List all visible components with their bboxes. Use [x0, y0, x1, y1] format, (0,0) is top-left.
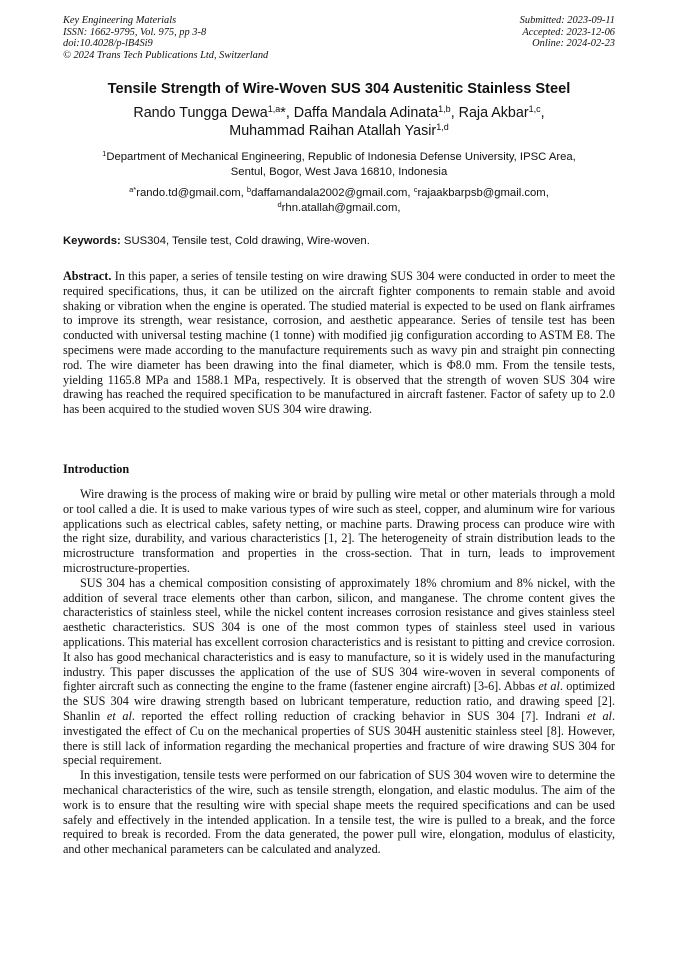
email-link[interactable]: daffamandala2002@gmail.com,: [251, 187, 414, 199]
et-al: et al: [106, 708, 132, 723]
author-sup: 1,d: [436, 122, 449, 132]
email-sup: a*: [129, 185, 137, 194]
issn: ISSN: 1662-9795, Vol. 975, pp 3-8: [63, 26, 207, 38]
paper-title: Tensile Strength of Wire-Woven SUS 304 Austenitic Stainless Steel: [107, 81, 571, 97]
online-date: Online: 2024-02-23: [532, 38, 615, 50]
email-link[interactable]: rando.td@gmail.com,: [136, 187, 247, 199]
keywords: [63, 234, 615, 248]
affiliation-sup: 1: [102, 149, 107, 158]
author-name: Raja Akbar: [458, 105, 529, 121]
author-sep: ,: [450, 105, 459, 121]
copyright: © 2024 Trans Tech Publications Ltd, Switzerland: [63, 49, 269, 61]
introduction-body: [63, 487, 615, 857]
email-list: [40, 186, 638, 215]
paragraph-text: SUS 304 has a chemical composition consisting of approximately 18% chromium and 8% nickel, with the addition of several trace elements other than carbon, silicon, and manganese. The chrome content gives the characteristics of stainless steel, while the nickel content increases corrosion resistance and gives stainless steel aesthetic characteristics. SUS 304 is one of the most common types of stainless steel used in various applications. This material has excellent corrosion characteristics and is resistant to pitting and crevice corrosion. It also has good mechanical characteristics and is easy to manufacture, so it is widely used in the manufacturing industry. This paper discusses the application of the use of SUS 304 wire-woven in several components of fighter aircraft such as connecting the engine to the frame (fastener engine aircraft) [3-6]. Abbas: [63, 575, 615, 694]
affiliation-line: Department of Mechanical Engineering, Republic of Indonesia Defense University, IPSC Area,: [106, 151, 576, 163]
email-sup: b: [246, 185, 252, 194]
abstract: [63, 269, 615, 417]
email-link[interactable]: rajaakbarpsb@gmail.com,: [417, 187, 549, 199]
author-name: Rando Tungga Dewa: [133, 105, 268, 121]
paragraph: Wire drawing is the process of making wire or braid by pulling wire metal or other materials through a mold or tool called a die. It is used to make various types of wire such as steel, copper, and aluminum wire for various applications such as electrical cables, safety netting, or machine parts. Drawing process can produce wire with the right size, durability, and various characteristics [1, 2]. The heterogeneity of strain distribution leads to the microstructure transformation and properties in the cross-section. That in turn, leads to improvement microstructure-properties.: [63, 487, 615, 575]
et-al: et al: [538, 679, 560, 694]
author-sep: ,: [540, 105, 545, 121]
dates-meta: [520, 15, 615, 50]
author-list: [40, 104, 638, 140]
keywords-text: SUS304, Tensile test, Cold drawing, Wire-woven.: [120, 235, 370, 247]
paragraph-text: . optimized the SUS 304 wire drawing strength based on lubricant temperature, reduction ratio, and drawing speed [2]. Shanlin: [63, 679, 615, 723]
author-sup: 1,c: [528, 104, 541, 114]
author-name: Muhammad Raihan Atallah Yasir: [229, 123, 437, 139]
keywords-label: Keywords:: [63, 235, 121, 247]
email-link[interactable]: rhn.atallah@gmail.com,: [281, 201, 401, 214]
et-al: et al: [587, 708, 612, 723]
submitted-date: Submitted: 2023-09-11: [519, 15, 615, 26]
author-sup: 1,b: [438, 104, 451, 114]
journal-name: Key Engineering Materials: [63, 15, 177, 26]
doi: doi:10.4028/p-lB4Si9: [63, 38, 153, 50]
author-name: Daffa Mandala Adinata: [293, 105, 439, 121]
abstract-label: Abstract.: [63, 269, 112, 283]
abstract-text: In this paper, a series of tensile testing on wire drawing SUS 304 were conducted in order to meet the required specifications, thus, it can be utilized on the aircraft fighter components to remain stable and avoid shaking or vibration when the engine is operated. The studied material is expected to be used on flank airframes to improve its strength, wear resistance, corrosion, and aesthetic appearance. Series of tensile test has been conducted with universal testing machine (1 tonne) with modified jig configuration according to ASTM E8. The specimens were made according to the manufacture requirements such as wavy pin and straight pin connecting rod. The wire diameter has been drawing into the final diameter, which is Φ8.0 mm. From the tensile tests, yielding 1165.8 MPa and 1588.1 MPa, respectively. It is observed that the strength of woven SUS 304 wire drawing has reached the required specification to be manufactured in aircraft fastener. Factor of safety up to 2.0 has been acquired to the studied woven SUS 304 wire drawing.: [63, 269, 615, 417]
section-heading-introduction: Introduction: [63, 462, 130, 476]
author-sup: 1,a: [267, 104, 281, 114]
email-sup: d: [277, 199, 282, 209]
paragraph: [63, 576, 615, 768]
affiliation-line: Sentul, Bogor, West Java 16810, Indonesia: [230, 165, 448, 178]
journal-meta: [63, 15, 268, 61]
paragraph-text: . investigated the effect of Cu on the mechanical properties of SUS 304H austenitic stainless steel [8]. However, there is still lack of information regarding the mechanical properties and fracture of wire drawing SUS 304 for special requirement.: [63, 708, 615, 768]
accepted-date: Accepted: 2023-12-06: [522, 26, 615, 38]
email-sup: c: [413, 185, 418, 194]
paragraph: In this investigation, tensile tests were performed on our fabrication of SUS 304 woven wire to determine the mechanical characteristics of the wire, such as tensile strength, elongation, and elastic modulus. The aim of the work is to ensure that the resulting wire with special shape meets the required specifications and can be used safely and effectively in the intended application. In a tensile test, the wire is pulled to a break, and the force required to break is recorded. From the data generated, the power pull wire, elongation, modulus of elasticity, and other mechanical parameters can be calculated and analyzed.: [63, 768, 615, 857]
paragraph-text: . reported the effect rolling reduction of cracking behavior in SUS 304 [7]. Indrani: [131, 708, 587, 723]
affiliation: [40, 150, 638, 179]
author-sep: *,: [280, 105, 294, 121]
